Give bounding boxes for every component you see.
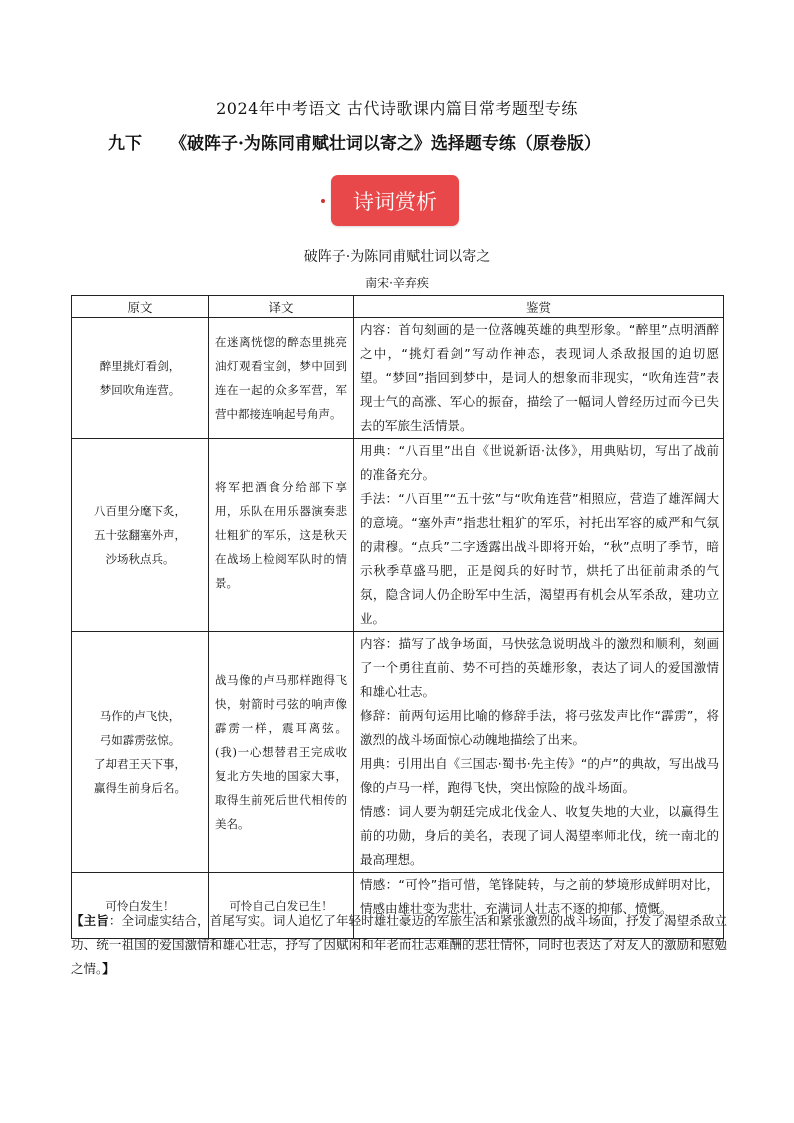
original-line: 五十弦翻塞外声，	[94, 528, 186, 542]
appreciation-text: 描写了战争场面，马快弦急说明战斗的激烈和顺利，刻画了一个勇往直前、势不可挡的英雄形象，表达了词人的爱国激情和雄心壮志。	[360, 636, 719, 699]
translation-cell: 将军把酒食分给部下享用，乐队在用乐器演奏悲壮粗犷的军乐，这是秋天在战场上检阅军队时的情景。	[209, 439, 354, 632]
original-cell	[72, 632, 209, 873]
appreciation-paragraph	[360, 487, 719, 631]
appreciation-label: 手法：	[360, 491, 399, 506]
appreciation-label: 内容：	[360, 636, 399, 651]
appreciation-cell	[354, 632, 724, 873]
appreciation-text: 词人要为朝廷完成北伐金人、收复失地的大业，以赢得生前的功勋，身后的美名，表现了词人渴望率师北伐，统一南北的最高理想。	[360, 804, 719, 867]
table-row	[72, 632, 724, 873]
appreciation-label: 情感：	[360, 804, 399, 819]
appreciation-text: “八百里”出自《世说新语·汰侈》，用典贴切，写出了战前的准备充分。	[360, 443, 719, 482]
appreciation-paragraph	[360, 752, 719, 800]
appreciation-label: 情感：	[360, 877, 399, 892]
header-original: 原文	[72, 296, 209, 318]
original-line: 可怜白发生！	[105, 898, 175, 913]
appreciation-cell	[354, 318, 724, 439]
appreciation-text: 引用出自《三国志·蜀书·先主传》“的卢”的典故，写出战马像的卢马一样，跑得飞快，突出惊险的战斗场面。	[360, 756, 719, 795]
appreciation-label: 用典：	[360, 443, 399, 458]
original-cell	[72, 318, 209, 439]
translation-cell: 在迷离恍惚的醉态里挑亮油灯观看宝剑，梦中回到连在一起的众多军营，军营中都接连响起号角声。	[209, 318, 354, 439]
original-line: 八百里分麾下炙，	[94, 504, 186, 518]
header-translation: 译文	[209, 296, 354, 318]
appreciation-paragraph	[360, 439, 719, 487]
poem-analysis-table	[71, 295, 724, 939]
translation-cell: 可怜自己白发已生！	[209, 873, 354, 939]
document-title: 2024年中考语文 古代诗歌课内篇目常考题型专练	[216, 99, 578, 118]
summary-end: 】	[102, 961, 115, 976]
document-subtitle	[108, 129, 748, 154]
translation-cell: 战马像的卢马那样跑得飞快，射箭时弓弦的响声像霹雳一样，震耳离弦。(我)一心想替君王完成收复北方失地的国家大事，取得生前死后世代相传的美名。	[209, 632, 354, 873]
appreciation-text: 首句刻画的是一位落魄英雄的典型形象。“醉里”点明酒醉之中，“挑灯看剑”写动作神态，表现词人杀敌报国的迫切愿望。“梦回”指回到梦中，是词人的想象而非现实，“吹角连营”表现士气的高涨、军心的振奋，描绘了一幅词人曾经历过而今已失去的军旅生活情景。	[360, 322, 719, 433]
table-row	[72, 439, 724, 632]
original-line: 马作的卢飞快，	[99, 709, 181, 723]
appreciation-label: 内容：	[360, 322, 399, 337]
appreciation-text: “可怜”指可惜，笔锋陡转，与之前的梦境形成鲜明对比，情感由雄壮变为悲壮，充满词人壮志不逐的抑郁、愤慨。	[360, 877, 719, 916]
poem-title: 破阵子·为陈同甫赋壮词以寄之	[303, 249, 491, 265]
original-line: 醉里挑灯看剑，	[99, 359, 181, 373]
original-line: 弓如霹雳弦惊。	[99, 733, 181, 747]
header-appreciation: 鉴赏	[354, 296, 724, 318]
appreciation-paragraph	[360, 800, 719, 872]
summary-label: 【主旨	[71, 913, 109, 928]
appreciation-text: 前两句运用比喻的修辞手法，将弓弦发声比作“霹雳”，将激烈的战斗场面惊心动魄地描绘了出来。	[360, 708, 719, 747]
appreciation-label: 用典：	[360, 756, 398, 771]
badge-dot-icon	[321, 199, 325, 203]
section-badge: 诗词赏析	[331, 175, 459, 226]
summary-text: ：全词虚实结合，首尾写实。词人追忆了年轻时雄壮豪迈的军旅生活和紧张激烈的战斗场面，抒发了渴望杀敌立功、统一祖国的爱国激情和雄心壮志，抒写了因赋闲和年老而壮志难酬的悲壮情怀，同时也表达了对友人的激励和慰勉之情。	[71, 913, 727, 976]
appreciation-paragraph	[360, 632, 719, 704]
original-line: 梦回吹角连营。	[99, 383, 181, 397]
original-cell	[72, 439, 209, 632]
theme-summary	[71, 909, 727, 981]
appreciation-paragraph	[360, 318, 719, 438]
original-line: 赢得生前身后名。	[94, 781, 186, 795]
grade-label: 九下	[108, 134, 142, 154]
exercise-title: 《破阵子·为陈同甫赋壮词以寄之》选择题专练（原卷版）	[170, 134, 601, 154]
appreciation-text: “八百里”“五十弦”与“吹角连营”相照应，营造了雄浑阔大的意境。“塞外声”指悲壮粗犷的军乐，衬托出军容的威严和气氛的肃穆。“点兵”二字透露出战斗即将开始，“秋”点明了季节，暗示秋季草盛马肥，正是阅兵的好时节，烘托了出征前肃杀的气氛，隐含词人仍企盼军中生活，渴望再有机会从军杀敌，建功立业。	[360, 491, 719, 626]
table-row	[72, 318, 724, 439]
appreciation-label: 修辞：	[360, 708, 399, 723]
poem-author: 南宋·辛弃疾	[365, 276, 429, 290]
original-line: 沙场秋点兵。	[105, 552, 175, 566]
table-header-row	[72, 296, 724, 318]
appreciation-paragraph	[360, 704, 719, 752]
appreciation-cell	[354, 439, 724, 632]
original-line: 了却君王天下事，	[94, 757, 186, 771]
